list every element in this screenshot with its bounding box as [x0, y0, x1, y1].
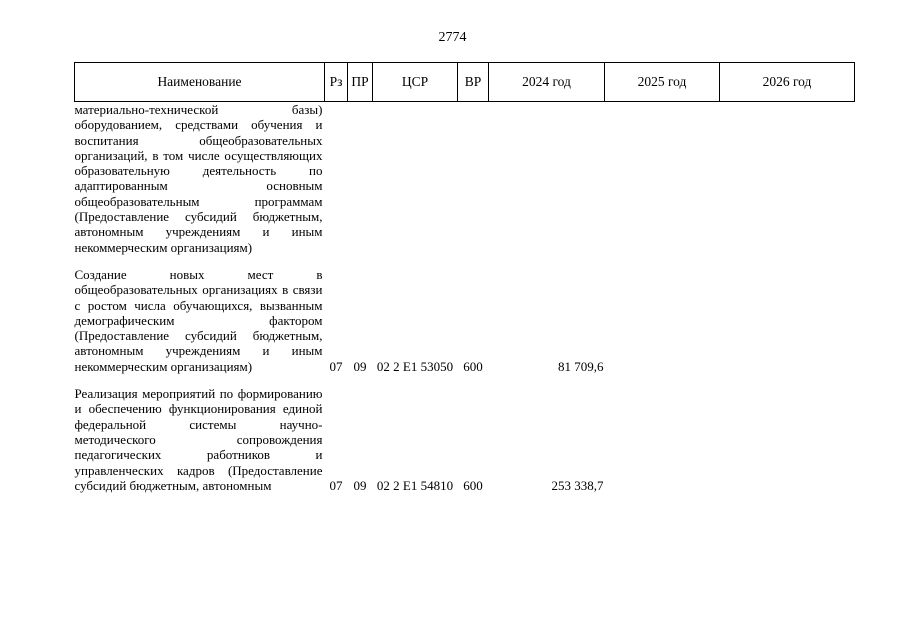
header-2026: 2026 год [720, 63, 855, 102]
row-name: материально-технической базы) оборудованием, средствами обучения и воспитания общеобразовательных организаций, в том числе осуществляющих образовательную деятельность по адаптированным основным общеобразовательным программам (Предоставление субсидий бюджетным, автономным учреждениям и иным некоммерческим организациям) [74, 102, 323, 255]
header-2024: 2024 год [489, 63, 605, 102]
row-vr [458, 102, 489, 255]
row-2024: 81 709,6 [558, 358, 604, 374]
row-2026 [720, 102, 855, 255]
row-csr: 02 2 E1 53050 [376, 358, 454, 374]
row-rz: 07 [329, 477, 343, 493]
row-vr: 600 [463, 477, 483, 493]
row-csr: 02 2 E1 54810 [376, 477, 454, 493]
header-rz: Рз [325, 63, 348, 102]
header-2025: 2025 год [605, 63, 720, 102]
row-pr [348, 102, 373, 255]
table-row [75, 255, 855, 374]
budget-table [74, 62, 855, 493]
row-2025 [605, 255, 720, 374]
row-vr: 600 [463, 358, 483, 374]
row-pr: 09 [353, 358, 367, 374]
row-pr: 09 [353, 477, 367, 493]
row-rz [325, 102, 348, 255]
header-name: Наименование [75, 63, 325, 102]
row-2025 [605, 102, 720, 255]
row-name: Создание новых мест в общеобразовательных организациях в связи с ростом числа обучающихся, вызванным демографическим фактором (Предоставление субсидий бюджетным, автономным учреждениям и иным некоммерческим организациям) [74, 266, 323, 374]
header-vr: ВР [458, 63, 489, 102]
table-row [75, 374, 855, 493]
row-2026 [720, 374, 855, 493]
table-header-row [75, 63, 855, 102]
row-name: Реализация мероприятий по формированию и обеспечению функционирования единой федеральной системы научно-методического сопровождения педагогических работников и управленческих кадров (Предоставление субсидий бюджетным, автономным [74, 386, 323, 493]
header-csr: ЦСР [373, 63, 458, 102]
row-2026 [720, 255, 855, 374]
page-number: 2774 [438, 30, 467, 45]
row-2024 [489, 102, 605, 255]
row-2024: 253 338,7 [551, 477, 604, 493]
table-row [75, 102, 855, 255]
header-pr: ПР [348, 63, 373, 102]
row-2025 [605, 374, 720, 493]
row-csr [373, 102, 458, 255]
row-rz: 07 [329, 358, 343, 374]
